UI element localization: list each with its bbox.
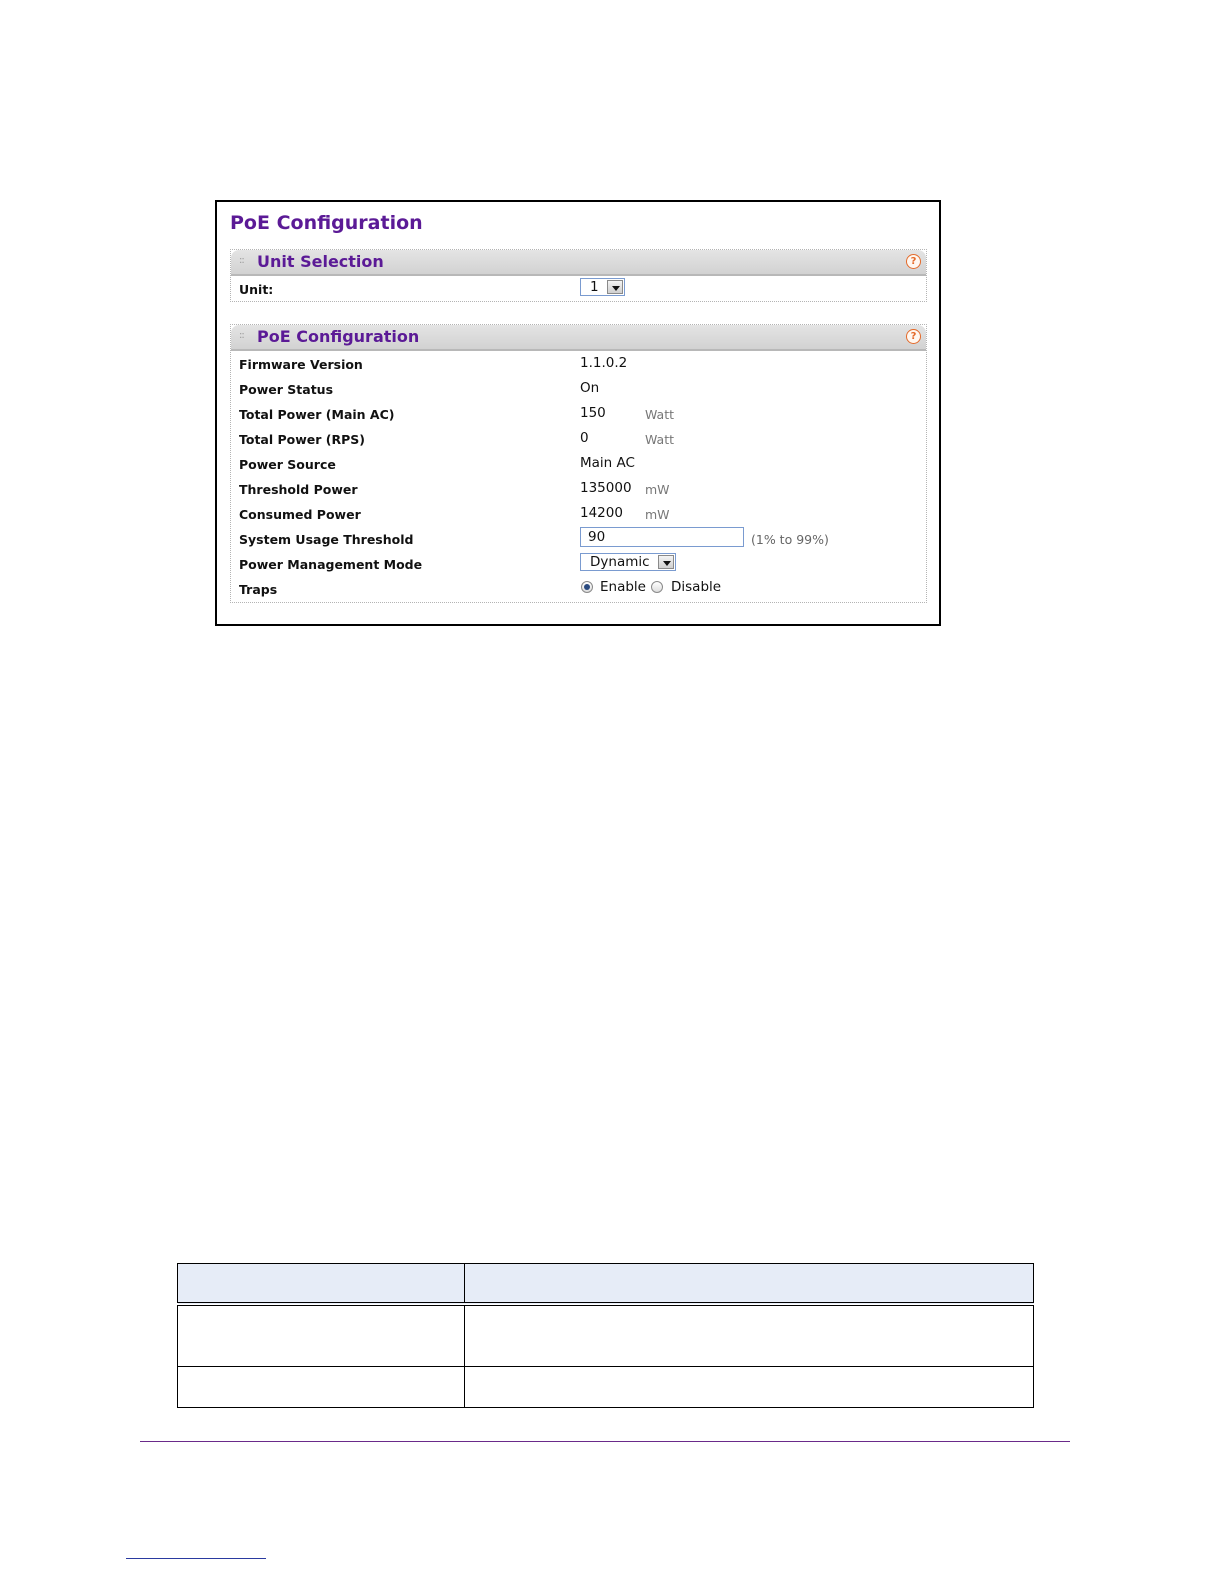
table-cell <box>465 1367 1034 1408</box>
threshold-power-unit: mW <box>645 482 670 497</box>
total-power-rps-label: Total Power (RPS) <box>239 432 366 447</box>
system-usage-threshold-row <box>231 526 926 551</box>
power-management-mode-select[interactable] <box>580 553 676 571</box>
threshold-power-value: 135000 <box>580 480 632 496</box>
total-power-main-unit: Watt <box>645 407 675 422</box>
chevron-down-icon[interactable] <box>658 555 674 569</box>
system-usage-threshold-hint: (1% to 99%) <box>751 532 829 547</box>
table-cell <box>178 1367 465 1408</box>
table-row <box>178 1304 1034 1367</box>
total-power-main-row <box>231 401 926 426</box>
firmware-value: 1.1.0.2 <box>580 355 628 371</box>
power-status-label: Power Status <box>239 382 334 397</box>
power-source-row <box>231 451 926 476</box>
page-title: PoE Configuration <box>230 212 423 234</box>
power-status-value: On <box>580 380 600 396</box>
footer-divider <box>140 1441 1070 1442</box>
power-management-mode-label: Power Management Mode <box>239 557 423 572</box>
total-power-rps-row <box>231 426 926 451</box>
power-source-value: Main AC <box>580 455 635 471</box>
system-usage-threshold-label: System Usage Threshold <box>239 532 414 547</box>
total-power-main-value: 150 <box>580 405 606 421</box>
unit-selection-panel <box>230 249 927 302</box>
firmware-row <box>231 351 926 376</box>
consumed-power-label: Consumed Power <box>239 507 361 522</box>
traps-enable-label[interactable]: Enable <box>600 579 646 595</box>
unit-selection-title: Unit Selection <box>257 252 384 271</box>
poe-configuration-header[interactable] <box>231 325 926 351</box>
traps-row <box>231 576 926 601</box>
chevron-down-icon[interactable] <box>607 280 623 294</box>
system-usage-threshold-input[interactable] <box>580 527 744 547</box>
threshold-power-label: Threshold Power <box>239 482 358 497</box>
threshold-power-row <box>231 476 926 501</box>
help-icon[interactable]: ? <box>906 254 921 269</box>
poe-configuration-screenshot <box>215 200 941 626</box>
unit-label: Unit: <box>239 282 274 297</box>
total-power-main-label: Total Power (Main AC) <box>239 407 395 422</box>
firmware-label: Firmware Version <box>239 357 363 372</box>
unit-row <box>231 276 926 301</box>
table-header-cell <box>178 1264 465 1305</box>
footer-link-underline <box>126 1558 266 1559</box>
table-cell <box>465 1304 1034 1367</box>
help-icon[interactable]: ? <box>906 329 921 344</box>
table-header-row <box>178 1264 1034 1305</box>
poe-configuration-title: PoE Configuration <box>257 327 420 346</box>
traps-label: Traps <box>239 582 278 597</box>
unit-select-value: 1 <box>590 279 599 295</box>
consumed-power-row <box>231 501 926 526</box>
total-power-rps-value: 0 <box>580 430 589 446</box>
power-status-row <box>231 376 926 401</box>
power-management-mode-row <box>231 551 926 576</box>
power-source-label: Power Source <box>239 457 336 472</box>
description-table <box>177 1263 1034 1408</box>
table-header-cell <box>465 1264 1034 1305</box>
poe-configuration-panel <box>230 324 927 603</box>
table-cell <box>178 1304 465 1367</box>
grip-icon: :: <box>239 330 244 341</box>
traps-disable-label[interactable]: Disable <box>671 579 722 595</box>
traps-enable-radio[interactable] <box>581 581 593 593</box>
grip-icon: :: <box>239 255 244 266</box>
total-power-rps-unit: Watt <box>645 432 675 447</box>
table-row <box>178 1367 1034 1408</box>
unit-select[interactable] <box>580 278 625 296</box>
consumed-power-value: 14200 <box>580 505 623 521</box>
power-management-mode-value: Dynamic <box>590 554 650 570</box>
consumed-power-unit: mW <box>645 507 670 522</box>
unit-selection-header[interactable] <box>231 250 926 276</box>
traps-disable-radio[interactable] <box>651 581 663 593</box>
